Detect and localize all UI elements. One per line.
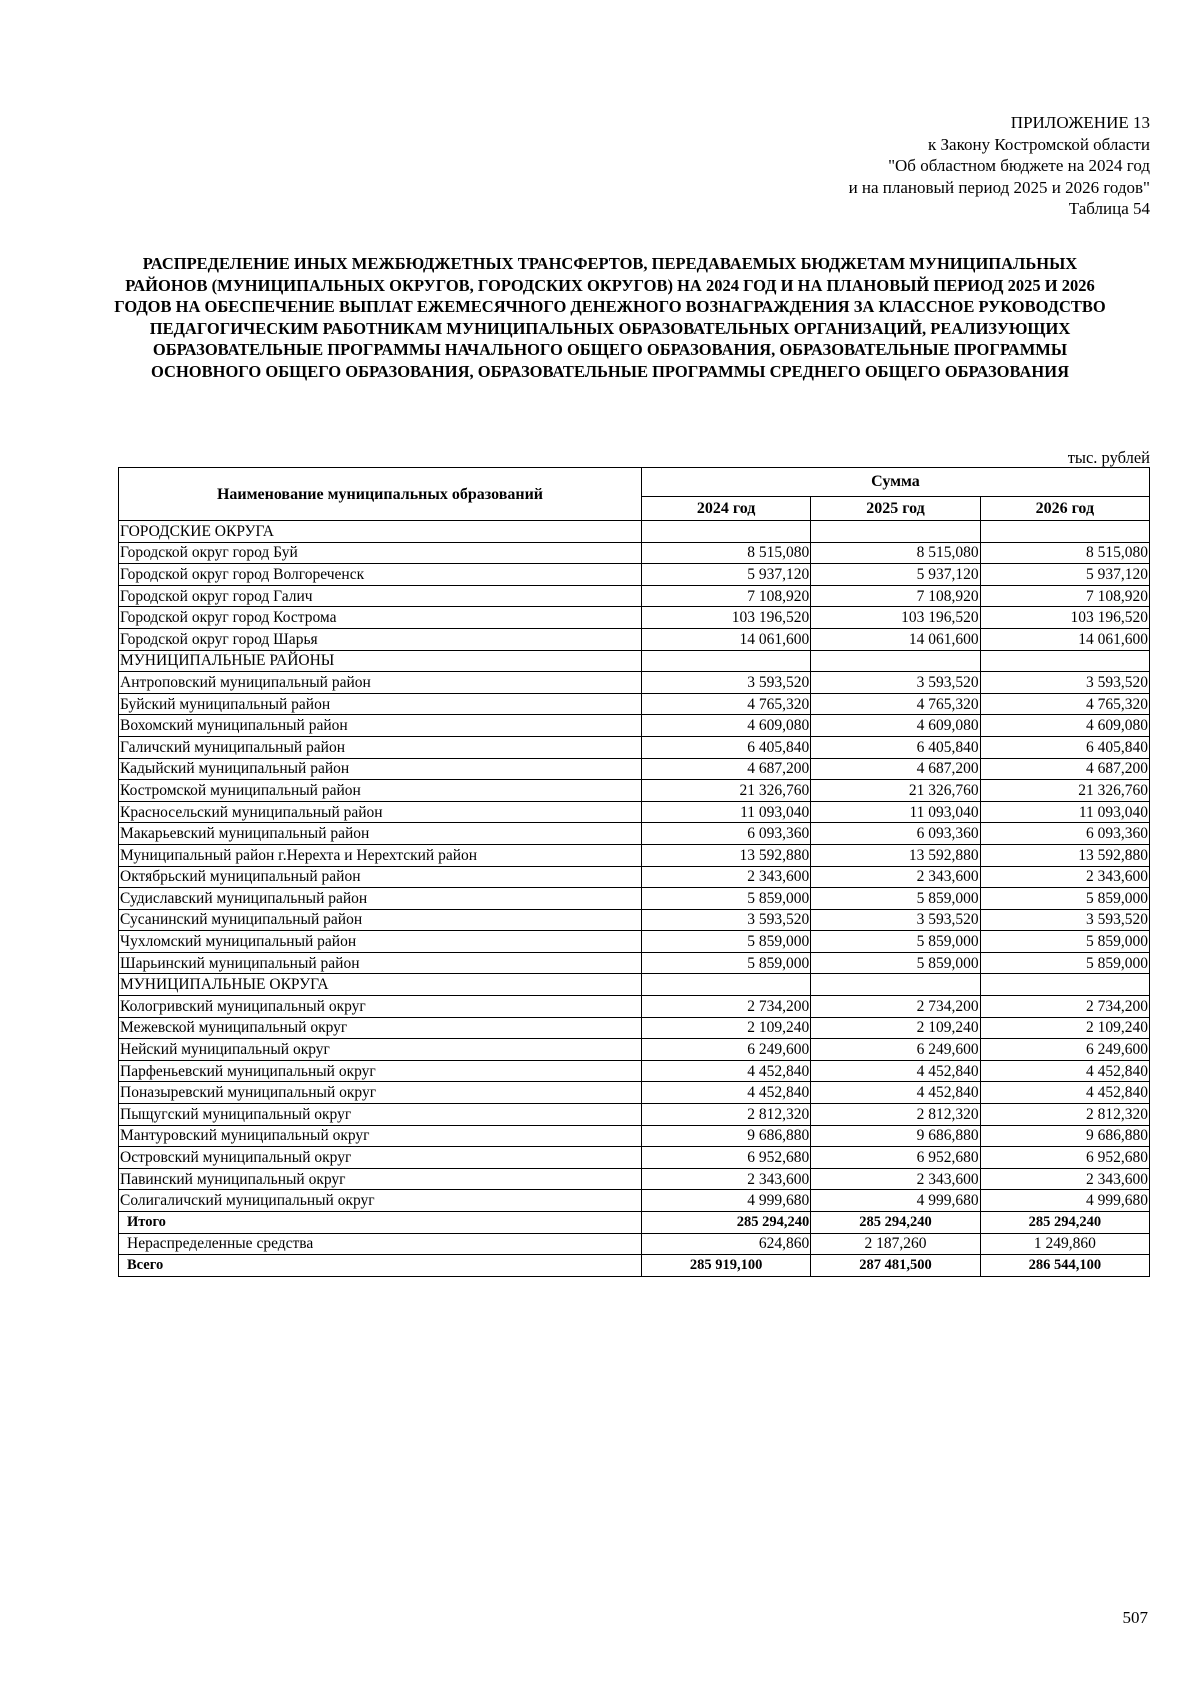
row-value-2025: 6 093,360 — [811, 823, 980, 845]
table-row — [119, 607, 1150, 629]
row-value-2026: 6 952,680 — [980, 1147, 1149, 1169]
row-value-2025: 5 859,000 — [811, 952, 980, 974]
row-value-2024: 6 405,840 — [641, 736, 810, 758]
unallocated-label: Нераспределенные средства — [119, 1233, 642, 1255]
row-name: Сусанинский муниципальный район — [119, 909, 642, 931]
table-row — [119, 909, 1150, 931]
row-value-2026: 103 196,520 — [980, 607, 1149, 629]
row-value-2025: 11 093,040 — [811, 801, 980, 823]
row-value-2025: 6 405,840 — [811, 736, 980, 758]
row-value-2025: 9 686,880 — [811, 1125, 980, 1147]
row-value-2024 — [641, 521, 810, 543]
document-title: РАСПРЕДЕЛЕНИЕ ИНЫХ МЕЖБЮДЖЕТНЫХ ТРАНСФЕРТОВ, ПЕРЕДАВАЕМЫХ БЮДЖЕТАМ МУНИЦИПАЛЬНЫХ РАЙОНОВ (МУНИЦИПАЛЬНЫХ ОКРУГОВ, ГОРОДСКИХ ОКРУГОВ) НА 2024 ГОД И НА ПЛАНОВЫЙ ПЕРИОД 2025 И 2026 ГОДОВ НА ОБЕСПЕЧЕНИЕ ВЫПЛАТ ЕЖЕМЕСЯЧНОГО ДЕНЕЖНОГО ВОЗНАГРАЖДЕНИЯ ЗА КЛАССНОЕ РУКОВОДСТВО ПЕДАГОГИЧЕСКИМ РАБОТНИКАМ МУНИЦИПАЛЬНЫХ ОБРАЗОВАТЕЛЬНЫХ ОРГАНИЗАЦИЙ, РЕАЛИЗУЮЩИХ ОБРАЗОВАТЕЛЬНЫЕ ПРОГРАММЫ НАЧАЛЬНОГО ОБЩЕГО ОБРАЗОВАНИЯ, ОБРАЗОВАТЕЛЬНЫЕ ПРОГРАММЫ ОСНОВНОГО ОБЩЕГО ОБРАЗОВАНИЯ, ОБРАЗОВАТЕЛЬНЫЕ ПРОГРАММЫ СРЕДНЕГО ОБЩЕГО ОБРАЗОВАНИЯ — [114, 254, 1106, 381]
row-value-2025: 4 452,840 — [811, 1082, 980, 1104]
row-value-2025: 5 859,000 — [811, 888, 980, 910]
row-name: Муниципальный район г.Нерехта и Нерехтский район — [119, 844, 642, 866]
grand-total-2025: 287 481,500 — [811, 1255, 980, 1277]
row-value-2025: 4 687,200 — [811, 758, 980, 780]
row-value-2025: 4 999,680 — [811, 1190, 980, 1212]
table-row — [119, 1017, 1150, 1039]
total-2025: 285 294,240 — [811, 1212, 980, 1234]
table-row — [119, 1125, 1150, 1147]
table-row — [119, 1060, 1150, 1082]
row-value-2026: 7 108,920 — [980, 585, 1149, 607]
row-value-2026: 3 593,520 — [980, 672, 1149, 694]
row-value-2026 — [980, 650, 1149, 672]
row-value-2024: 2 109,240 — [641, 1017, 810, 1039]
column-header-name: Наименование муниципальных образований — [119, 468, 642, 521]
row-value-2025: 7 108,920 — [811, 585, 980, 607]
row-value-2026: 3 593,520 — [980, 909, 1149, 931]
total-row — [119, 1212, 1150, 1234]
row-value-2026: 8 515,080 — [980, 542, 1149, 564]
row-name: Солигаличский муниципальный округ — [119, 1190, 642, 1212]
row-value-2026: 4 765,320 — [980, 693, 1149, 715]
row-value-2024: 5 937,120 — [641, 564, 810, 586]
row-value-2026: 5 859,000 — [980, 931, 1149, 953]
row-value-2025 — [811, 521, 980, 543]
column-header-sum: Сумма — [641, 468, 1149, 497]
row-value-2025: 5 937,120 — [811, 564, 980, 586]
row-name: ГОРОДСКИЕ ОКРУГА — [119, 521, 642, 543]
table-row — [119, 758, 1150, 780]
total-label: Итого — [119, 1212, 642, 1234]
row-value-2025 — [811, 650, 980, 672]
appendix-number: ПРИЛОЖЕНИЕ 13 — [1010, 113, 1150, 132]
row-value-2026: 13 592,880 — [980, 844, 1149, 866]
table-row — [119, 952, 1150, 974]
row-value-2024: 3 593,520 — [641, 672, 810, 694]
row-value-2024: 4 609,080 — [641, 715, 810, 737]
table-row — [119, 736, 1150, 758]
row-value-2025: 3 593,520 — [811, 909, 980, 931]
row-value-2026: 5 937,120 — [980, 564, 1149, 586]
row-value-2026: 6 405,840 — [980, 736, 1149, 758]
row-name: Вохомский муниципальный район — [119, 715, 642, 737]
row-name: Октябрьский муниципальный район — [119, 866, 642, 888]
row-name: Чухломский муниципальный район — [119, 931, 642, 953]
row-value-2025: 2 109,240 — [811, 1017, 980, 1039]
row-value-2024: 5 859,000 — [641, 952, 810, 974]
table-body — [119, 521, 1150, 1277]
row-value-2025: 4 609,080 — [811, 715, 980, 737]
row-value-2024: 8 515,080 — [641, 542, 810, 564]
table-row — [119, 996, 1150, 1018]
section-row — [119, 650, 1150, 672]
row-name: Красносельский муниципальный район — [119, 801, 642, 823]
row-value-2026: 4 999,680 — [980, 1190, 1149, 1212]
row-value-2026 — [980, 521, 1149, 543]
row-value-2026: 2 343,600 — [980, 866, 1149, 888]
row-value-2026: 14 061,600 — [980, 628, 1149, 650]
row-value-2025: 5 859,000 — [811, 931, 980, 953]
row-name: Межевской муниципальный округ — [119, 1017, 642, 1039]
row-value-2024: 11 093,040 — [641, 801, 810, 823]
row-value-2024: 5 859,000 — [641, 931, 810, 953]
appendix-header — [849, 112, 1150, 220]
row-value-2024: 9 686,880 — [641, 1125, 810, 1147]
row-name: Островский муниципальный округ — [119, 1147, 642, 1169]
column-header-2025: 2025 год — [811, 496, 980, 520]
row-name: Кологривский муниципальный округ — [119, 996, 642, 1018]
row-value-2025: 3 593,520 — [811, 672, 980, 694]
row-name: Городской округ город Кострома — [119, 607, 642, 629]
row-value-2026: 4 452,840 — [980, 1082, 1149, 1104]
grand-total-label: Всего — [119, 1255, 642, 1277]
row-name: Павинский муниципальный округ — [119, 1168, 642, 1190]
total-2024: 285 294,240 — [641, 1212, 810, 1234]
units-label: тыс. рублей — [1067, 448, 1150, 467]
row-value-2026: 21 326,760 — [980, 780, 1149, 802]
table-row — [119, 1039, 1150, 1061]
row-value-2024: 2 343,600 — [641, 866, 810, 888]
row-value-2024: 4 999,680 — [641, 1190, 810, 1212]
row-value-2024: 4 452,840 — [641, 1082, 810, 1104]
table-row — [119, 542, 1150, 564]
table-row — [119, 888, 1150, 910]
row-value-2025: 103 196,520 — [811, 607, 980, 629]
row-name: Нейский муниципальный округ — [119, 1039, 642, 1061]
table-row — [119, 672, 1150, 694]
row-name: Галичский муниципальный район — [119, 736, 642, 758]
row-name: Антроповский муниципальный район — [119, 672, 642, 694]
row-value-2024: 14 061,600 — [641, 628, 810, 650]
row-value-2024: 13 592,880 — [641, 844, 810, 866]
row-value-2026: 4 452,840 — [980, 1060, 1149, 1082]
row-value-2024 — [641, 974, 810, 996]
row-value-2025: 2 812,320 — [811, 1104, 980, 1126]
row-value-2024: 4 452,840 — [641, 1060, 810, 1082]
row-value-2026 — [980, 974, 1149, 996]
total-2026: 285 294,240 — [980, 1212, 1149, 1234]
row-value-2024: 21 326,760 — [641, 780, 810, 802]
table-row — [119, 931, 1150, 953]
row-value-2026: 11 093,040 — [980, 801, 1149, 823]
row-value-2024: 103 196,520 — [641, 607, 810, 629]
table-row — [119, 585, 1150, 607]
table-row — [119, 866, 1150, 888]
column-header-2026: 2026 год — [980, 496, 1149, 520]
row-name: МУНИЦИПАЛЬНЫЕ ОКРУГА — [119, 974, 642, 996]
row-value-2026: 6 093,360 — [980, 823, 1149, 845]
row-value-2025: 21 326,760 — [811, 780, 980, 802]
unallocated-2026: 1 249,860 — [980, 1233, 1149, 1255]
row-value-2026: 2 109,240 — [980, 1017, 1149, 1039]
row-value-2026: 2 343,600 — [980, 1168, 1149, 1190]
row-value-2025: 6 249,600 — [811, 1039, 980, 1061]
row-value-2025: 4 452,840 — [811, 1060, 980, 1082]
table-number: Таблица 54 — [1068, 199, 1150, 218]
row-name: Кадыйский муниципальный район — [119, 758, 642, 780]
row-name: Костромской муниципальный район — [119, 780, 642, 802]
row-value-2024: 6 249,600 — [641, 1039, 810, 1061]
unallocated-2025: 2 187,260 — [811, 1233, 980, 1255]
law-title-line2: и на плановый период 2025 и 2026 годов" — [848, 177, 1150, 197]
table-row — [119, 1082, 1150, 1104]
row-value-2025: 2 343,600 — [811, 866, 980, 888]
row-name: Пыщугский муниципальный округ — [119, 1104, 642, 1126]
row-value-2026: 2 812,320 — [980, 1104, 1149, 1126]
row-value-2025: 14 061,600 — [811, 628, 980, 650]
table-row — [119, 1168, 1150, 1190]
table-row — [119, 1104, 1150, 1126]
row-value-2026: 9 686,880 — [980, 1125, 1149, 1147]
row-value-2024: 2 343,600 — [641, 1168, 810, 1190]
transfers-table — [118, 467, 1150, 1277]
row-value-2024: 4 687,200 — [641, 758, 810, 780]
row-name: Судиславский муниципальный район — [119, 888, 642, 910]
row-name: Городской округ город Буй — [119, 542, 642, 564]
row-value-2024: 4 765,320 — [641, 693, 810, 715]
table-row — [119, 628, 1150, 650]
row-name: Парфеньевский муниципальный округ — [119, 1060, 642, 1082]
row-name: Городской округ город Волгореченск — [119, 564, 642, 586]
row-value-2024: 5 859,000 — [641, 888, 810, 910]
row-name: Городской округ город Шарья — [119, 628, 642, 650]
row-value-2026: 4 609,080 — [980, 715, 1149, 737]
table-row — [119, 715, 1150, 737]
row-value-2026: 6 249,600 — [980, 1039, 1149, 1061]
unallocated-2024: 624,860 — [641, 1233, 810, 1255]
grand-total-row — [119, 1255, 1150, 1277]
row-name: Поназыревский муниципальный округ — [119, 1082, 642, 1104]
row-value-2025: 13 592,880 — [811, 844, 980, 866]
column-header-2024: 2024 год — [641, 496, 810, 520]
row-name: МУНИЦИПАЛЬНЫЕ РАЙОНЫ — [119, 650, 642, 672]
law-reference: к Закону Костромской области — [928, 134, 1150, 154]
row-value-2026: 4 687,200 — [980, 758, 1149, 780]
row-name: Макарьевский муниципальный район — [119, 823, 642, 845]
row-value-2025: 6 952,680 — [811, 1147, 980, 1169]
row-value-2026: 5 859,000 — [980, 888, 1149, 910]
row-name: Мантуровский муниципальный округ — [119, 1125, 642, 1147]
row-value-2024: 2 734,200 — [641, 996, 810, 1018]
row-name: Городской округ город Галич — [119, 585, 642, 607]
table-row — [119, 844, 1150, 866]
unallocated-row — [119, 1233, 1150, 1255]
table-row — [119, 1190, 1150, 1212]
table-row — [119, 564, 1150, 586]
row-value-2025 — [811, 974, 980, 996]
row-value-2024: 6 093,360 — [641, 823, 810, 845]
table-row — [119, 823, 1150, 845]
row-value-2025: 8 515,080 — [811, 542, 980, 564]
table-row — [119, 693, 1150, 715]
row-name: Шарьинский муниципальный район — [119, 952, 642, 974]
table-row — [119, 1147, 1150, 1169]
law-title-line1: "Об областном бюджете на 2024 год — [888, 156, 1150, 175]
row-value-2024: 6 952,680 — [641, 1147, 810, 1169]
row-value-2024 — [641, 650, 810, 672]
row-value-2026: 5 859,000 — [980, 952, 1149, 974]
row-value-2025: 2 343,600 — [811, 1168, 980, 1190]
section-row — [119, 974, 1150, 996]
row-value-2025: 2 734,200 — [811, 996, 980, 1018]
page-number: 507 — [1122, 1608, 1148, 1627]
grand-total-2026: 286 544,100 — [980, 1255, 1149, 1277]
section-row — [119, 521, 1150, 543]
table-row — [119, 780, 1150, 802]
row-value-2024: 7 108,920 — [641, 585, 810, 607]
row-name: Буйский муниципальный район — [119, 693, 642, 715]
row-value-2024: 2 812,320 — [641, 1104, 810, 1126]
grand-total-2024: 285 919,100 — [641, 1255, 810, 1277]
row-value-2024: 3 593,520 — [641, 909, 810, 931]
table-row — [119, 801, 1150, 823]
row-value-2025: 4 765,320 — [811, 693, 980, 715]
row-value-2026: 2 734,200 — [980, 996, 1149, 1018]
